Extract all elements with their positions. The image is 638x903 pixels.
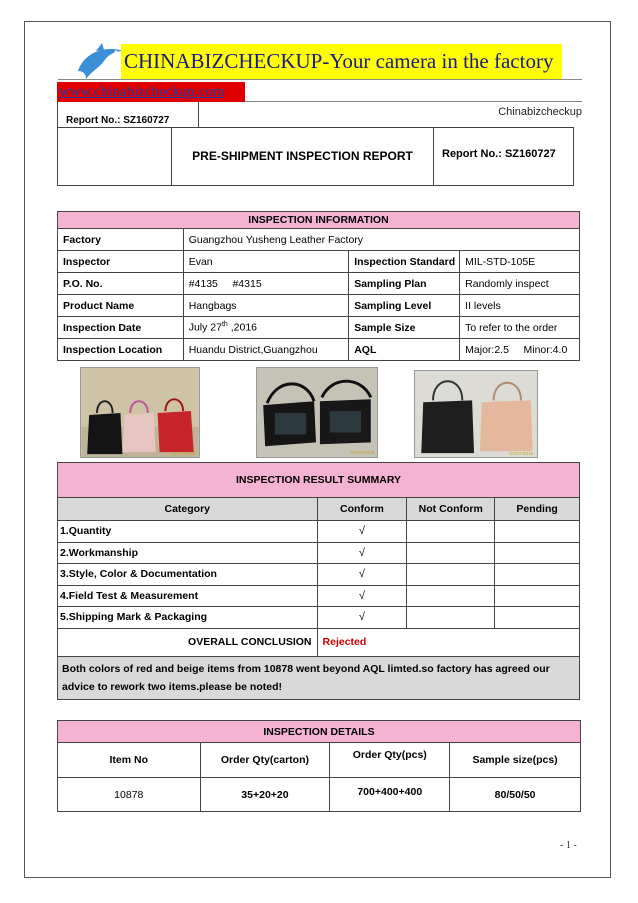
col-header-conform: Conform: [317, 498, 407, 521]
info-value: II levels: [460, 295, 580, 317]
inspection-details-table: [57, 720, 581, 812]
info-label: Factory: [58, 229, 184, 251]
info-value: Huandu District,Guangzhou: [183, 339, 349, 361]
category-label: 5.Shipping Mark & Packaging: [58, 607, 318, 629]
report-title: PRE-SHIPMENT INSPECTION REPORT: [172, 128, 434, 185]
dolphin-logo-icon: [74, 41, 128, 81]
empty-cell: [407, 585, 495, 607]
table-row: [58, 542, 580, 564]
table-row: [58, 564, 580, 586]
col-header-category: Category: [58, 498, 318, 521]
check-mark: √: [317, 542, 407, 564]
category-label: 3.Style, Color & Documentation: [58, 564, 318, 586]
info-value: #4135 #4315: [183, 273, 349, 295]
info-label: Sampling Level: [349, 295, 460, 317]
info-label: P.O. No.: [58, 273, 184, 295]
inspection-note: Both colors of red and beige items from 10878 went beyond AQL limted.so factory has agreed our advice to rework two items.please be noted!: [58, 656, 580, 699]
info-value: Randomly inspect: [460, 273, 580, 295]
info-label: Inspector: [58, 251, 184, 273]
col-header-pending: Pending: [495, 498, 580, 521]
info-value: Guangzhou Yusheng Leather Factory: [183, 229, 579, 251]
empty-cell: [495, 521, 580, 543]
empty-cell: [495, 585, 580, 607]
category-label: 4.Field Test & Measurement: [58, 585, 318, 607]
table-row: [58, 585, 580, 607]
title-row: [57, 127, 574, 186]
inspection-info-table: [57, 211, 580, 361]
title-blank-cell: [58, 128, 172, 185]
info-value: Evan: [183, 251, 349, 273]
check-mark: √: [317, 564, 407, 586]
report-number-left: Report No.: SZ160727: [57, 102, 199, 128]
info-label: Inspection Location: [58, 339, 184, 361]
brand-name: Chinabizcheckup: [498, 106, 582, 118]
inspection-date-value: [183, 317, 349, 339]
empty-cell: [407, 521, 495, 543]
info-label: Inspection Standard: [349, 251, 460, 273]
overall-conclusion-value: Rejected: [317, 628, 579, 656]
check-mark: √: [317, 607, 407, 629]
sample-size-value: 80/50/50: [450, 778, 581, 812]
empty-cell: [495, 564, 580, 586]
divider: [245, 101, 582, 102]
product-photo-2: [256, 367, 378, 458]
empty-cell: [407, 564, 495, 586]
col-header-order-qty-carton: Order Qty(carton): [200, 743, 330, 778]
date-year: ,2016: [227, 321, 258, 334]
info-value: Major:2.5 Minor:4.0: [460, 339, 580, 361]
report-number-right: Report No.: SZ160727: [442, 148, 556, 160]
section-heading: INSPECTION INFORMATION: [58, 212, 580, 229]
empty-cell: [495, 607, 580, 629]
date-main: July 27: [188, 321, 222, 334]
info-label: Sample Size: [349, 317, 460, 339]
order-qty-carton-value: 35+20+20: [200, 778, 330, 812]
date-stamp: 07/27/2016: [350, 451, 375, 457]
date-stamp: 07/27/2016: [171, 452, 196, 458]
product-photo-1: [80, 367, 200, 458]
order-qty-pcs-value: 700+400+400: [330, 778, 450, 812]
divider: [58, 79, 582, 80]
info-label: AQL: [349, 339, 460, 361]
table-row: [58, 521, 580, 543]
date-stamp: 07/27/2016: [509, 452, 534, 458]
result-summary-table: [57, 462, 580, 700]
info-value: MIL-STD-105E: [460, 251, 580, 273]
col-header-not-conform: Not Conform: [407, 498, 495, 521]
col-header-item-no: Item No: [58, 743, 201, 778]
info-label: Sampling Plan: [349, 273, 460, 295]
info-value: Hangbags: [183, 295, 349, 317]
check-mark: √: [317, 585, 407, 607]
section-heading: INSPECTION RESULT SUMMARY: [58, 463, 580, 498]
empty-cell: [495, 542, 580, 564]
table-row: [58, 607, 580, 629]
info-label: Inspection Date: [58, 317, 184, 339]
banner-title: CHINABIZCHECKUP-Your camera in the factory: [121, 44, 562, 79]
info-label: Product Name: [58, 295, 184, 317]
category-label: 2.Workmanship: [58, 542, 318, 564]
empty-cell: [407, 607, 495, 629]
item-no-value: 10878: [58, 778, 201, 812]
page-number: - 1 -: [560, 840, 577, 851]
col-header-order-qty-pcs: Order Qty(pcs): [330, 743, 450, 778]
category-label: 1.Quantity: [58, 521, 318, 543]
overall-conclusion-label: OVERALL CONCLUSION: [58, 628, 318, 656]
product-photo-3: [414, 370, 538, 458]
date-suffix: th: [221, 321, 228, 329]
col-header-sample-size: Sample size(pcs): [450, 743, 581, 778]
table-row: [58, 778, 581, 812]
section-heading: INSPECTION DETAILS: [58, 721, 581, 743]
website-link[interactable]: www.chinabizcheckup.com: [57, 82, 245, 102]
empty-cell: [407, 542, 495, 564]
check-mark: √: [317, 521, 407, 543]
info-value: To refer to the order: [460, 317, 580, 339]
